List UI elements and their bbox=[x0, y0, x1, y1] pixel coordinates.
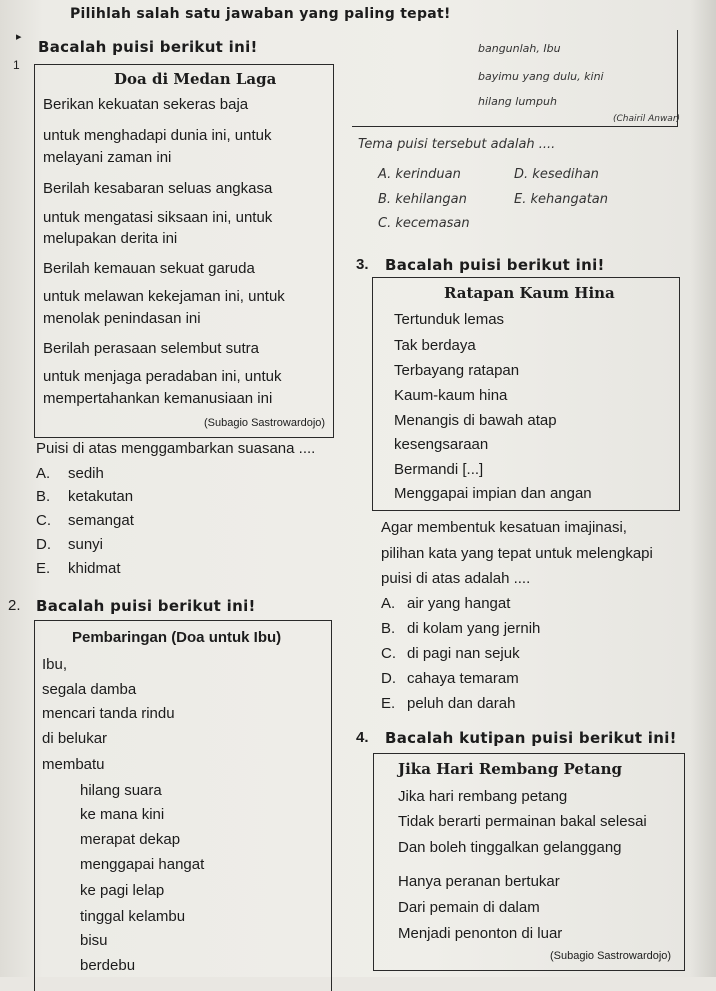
poem-line: Berikan kekuatan sekeras baja bbox=[43, 96, 249, 113]
poem-line: hilang suara bbox=[80, 782, 162, 799]
poem-line: melupakan derita ini bbox=[43, 230, 178, 247]
q3-question-line: pilihan kata yang tepat untuk melengkapi bbox=[381, 545, 653, 562]
q1-question: Puisi di atas menggambarkan suasana .... bbox=[36, 440, 316, 457]
poem-line: menolak penindasan ini bbox=[43, 310, 201, 327]
option-letter: C. bbox=[36, 512, 51, 529]
poem-line: Berilah kesabaran seluas angkasa bbox=[43, 180, 273, 197]
q4-number: 4. bbox=[356, 729, 369, 746]
option-letter: E. bbox=[381, 695, 396, 712]
option-text: cahaya temaram bbox=[407, 670, 519, 687]
poem-line: mencari tanda rindu bbox=[42, 705, 175, 722]
option-text: air yang hangat bbox=[407, 595, 511, 612]
q2-option-e[interactable] bbox=[514, 192, 608, 207]
q1-option-d[interactable] bbox=[36, 536, 104, 553]
option-letter: C. bbox=[378, 216, 392, 231]
poem-line: untuk mengatasi siksaan ini, untuk bbox=[43, 209, 273, 226]
q1-option-e[interactable] bbox=[36, 560, 121, 577]
poem-line: ke mana kini bbox=[80, 806, 165, 823]
option-letter: B. bbox=[378, 192, 392, 207]
poem-line: berdebu bbox=[80, 957, 136, 974]
q2-credit: (Chairil Anwar) bbox=[613, 114, 681, 124]
q3-option-c[interactable] bbox=[381, 645, 520, 662]
q2-number: 2. bbox=[8, 597, 21, 614]
option-text: sedih bbox=[68, 465, 104, 482]
poem-line: ke pagi lelap bbox=[80, 882, 165, 899]
poem-line: Dan boleh tinggalkan gelanggang bbox=[398, 839, 622, 856]
q3-poem-title: Ratapan Kaum Hina bbox=[444, 284, 615, 302]
poem-line: Menggapai impian dan angan bbox=[394, 485, 592, 502]
q1-poem-title: Doa di Medan Laga bbox=[114, 70, 277, 88]
page-edge-shadow bbox=[690, 0, 716, 977]
q3-option-a[interactable] bbox=[381, 595, 511, 612]
q3-question-line: Agar membentuk kesatuan imajinasi, bbox=[381, 519, 627, 536]
poem-line: bangunlah, Ibu bbox=[478, 42, 561, 55]
poem-line: bisu bbox=[80, 932, 108, 949]
option-letter: B. bbox=[381, 620, 396, 637]
poem-line: Tak berdaya bbox=[394, 337, 476, 354]
poem-line: melayani zaman ini bbox=[43, 149, 172, 166]
poem-line: Terbayang ratapan bbox=[394, 362, 520, 379]
option-text: kehangatan bbox=[530, 192, 608, 207]
q1-option-b[interactable] bbox=[36, 488, 134, 505]
poem-line: untuk menjaga peradaban ini, untuk bbox=[43, 368, 282, 385]
poem-line: Bermandi [...] bbox=[394, 461, 484, 478]
poem-line: Hanya peranan bertukar bbox=[398, 873, 560, 890]
poem-line: Tidak berarti permainan bakal selesai bbox=[398, 813, 647, 830]
poem-line: merapat dekap bbox=[80, 831, 181, 848]
instruction: Pilihlah salah satu jawaban yang paling tepat! bbox=[70, 6, 451, 22]
option-letter: A. bbox=[381, 595, 396, 612]
poem-line: Berilah perasaan selembut sutra bbox=[43, 340, 259, 357]
q1-option-c[interactable] bbox=[36, 512, 134, 529]
poem-line: tinggal kelambu bbox=[80, 908, 186, 925]
option-letter: E. bbox=[36, 560, 51, 577]
q2-question: Tema puisi tersebut adalah .... bbox=[358, 137, 556, 152]
q4-prompt: Bacalah kutipan puisi berikut ini! bbox=[385, 729, 677, 747]
poem-line: di belukar bbox=[42, 730, 108, 747]
q3-prompt: Bacalah puisi berikut ini! bbox=[385, 256, 605, 274]
poem-line: Menangis di bawah atap bbox=[394, 412, 557, 429]
q2-poem-title: Pembaringan (Doa untuk Ibu) bbox=[72, 629, 282, 646]
poem-line: bayimu yang dulu, kini bbox=[478, 70, 604, 83]
q1-option-a[interactable] bbox=[36, 465, 104, 482]
option-letter: C. bbox=[381, 645, 396, 662]
poem-line: untuk melawan kekejaman ini, untuk bbox=[43, 288, 285, 305]
option-letter: A. bbox=[36, 465, 51, 482]
option-text: kecemasan bbox=[395, 216, 470, 231]
poem-line: untuk menghadapi dunia ini, untuk bbox=[43, 127, 272, 144]
option-letter: E. bbox=[514, 192, 527, 207]
q2-option-a[interactable] bbox=[378, 167, 461, 182]
q4-poem-title: Jika Hari Rembang Petang bbox=[398, 760, 623, 778]
bullet-marker: ▸ bbox=[16, 31, 22, 43]
q2-option-b[interactable] bbox=[378, 192, 467, 207]
q2-poem-box bbox=[34, 620, 332, 991]
option-text: di kolam yang jernih bbox=[407, 620, 541, 637]
option-letter: D. bbox=[36, 536, 51, 553]
q3-option-e[interactable] bbox=[381, 695, 516, 712]
option-text: sunyi bbox=[68, 536, 104, 553]
poem-line: Berilah kemauan sekuat garuda bbox=[43, 260, 255, 277]
poem-line: Kaum-kaum hina bbox=[394, 387, 508, 404]
q1-number: 1 bbox=[13, 58, 20, 72]
poem-line: segala damba bbox=[42, 681, 137, 698]
poem-line: mempertahankan kemanusiaan ini bbox=[43, 390, 273, 407]
option-text: kerinduan bbox=[395, 167, 461, 182]
poem-line: membatu bbox=[42, 756, 105, 773]
q4-credit: (Subagio Sastrowardojo) bbox=[550, 950, 672, 962]
option-letter: D. bbox=[514, 167, 529, 182]
poem-line: Menjadi penonton di luar bbox=[398, 925, 563, 942]
q1-credit: (Subagio Sastrowardojo) bbox=[204, 417, 326, 429]
poem-line: hilang lumpuh bbox=[478, 95, 557, 108]
q1-prompt: Bacalah puisi berikut ini! bbox=[38, 38, 258, 56]
option-text: peluh dan darah bbox=[407, 695, 516, 712]
q2-option-c[interactable] bbox=[378, 216, 470, 231]
q2-prompt: Bacalah puisi berikut ini! bbox=[36, 597, 256, 615]
poem-line: Jika hari rembang petang bbox=[398, 788, 568, 805]
poem-line: menggapai hangat bbox=[80, 856, 205, 873]
q3-question-line: puisi di atas adalah .... bbox=[381, 570, 531, 587]
poem-line: Tertunduk lemas bbox=[394, 311, 505, 328]
q3-option-b[interactable] bbox=[381, 620, 541, 637]
poem-line: kesengsaraan bbox=[394, 436, 489, 453]
option-text: kesedihan bbox=[532, 167, 599, 182]
option-text: semangat bbox=[68, 512, 134, 529]
option-text: di pagi nan sejuk bbox=[407, 645, 520, 662]
q3-number: 3. bbox=[356, 256, 369, 273]
q2-option-d[interactable] bbox=[514, 167, 599, 182]
option-text: kehilangan bbox=[395, 192, 467, 207]
poem-line: Dari pemain di dalam bbox=[398, 899, 540, 916]
q3-option-d[interactable] bbox=[381, 670, 519, 687]
option-letter: D. bbox=[381, 670, 396, 687]
option-letter: A. bbox=[378, 167, 392, 182]
poem-line: Ibu, bbox=[42, 656, 68, 673]
option-text: ketakutan bbox=[68, 488, 134, 505]
option-letter: B. bbox=[36, 488, 51, 505]
option-text: khidmat bbox=[68, 560, 121, 577]
